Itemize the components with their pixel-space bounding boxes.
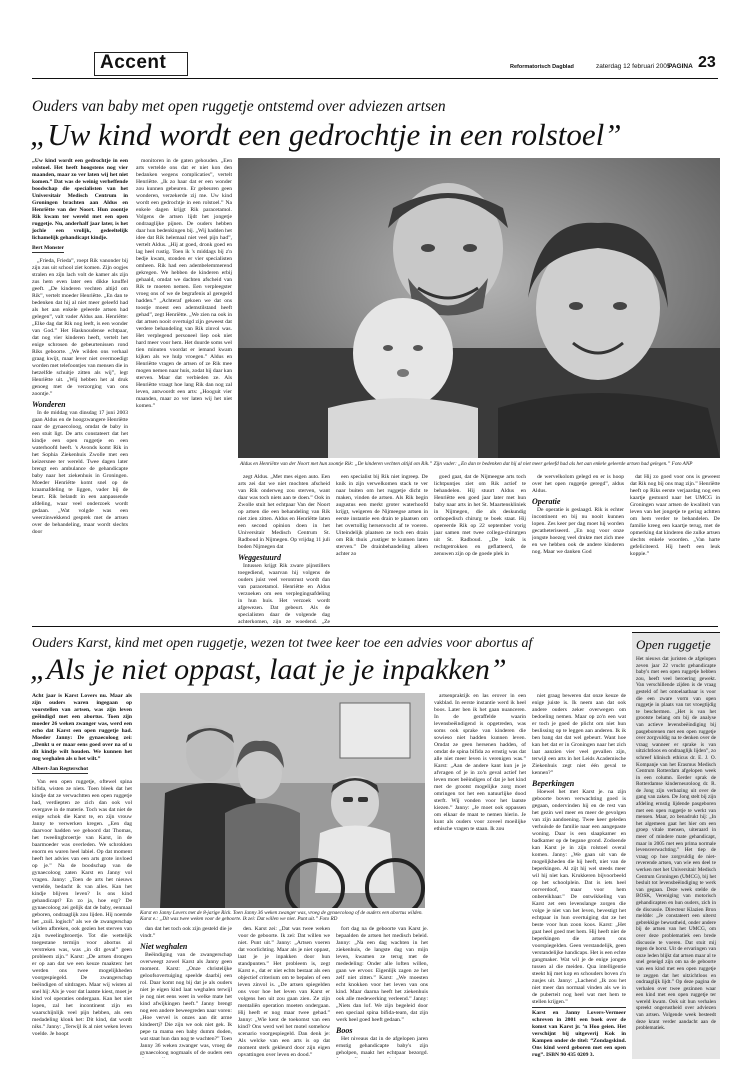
page-number: 23 (698, 54, 716, 71)
karst-photo-image (140, 693, 425, 908)
article2-intro: Acht jaar is Karst Lovers nu. Maar als zijn ouders waren ingegaan op voorstellen van artsen, was zijn leven geëindigd met een abortus. Toen zijn moeder 26 weken zwanger was, werd een echo dat Karst een open ruggetje had. Moeder Janny: De gynaecoloog zei: „Denkt u er maar eens goed over na of u dit kindje wilt houden. We kunnen het nog weghalen als u het wilt.” (32, 693, 132, 762)
article2-col6-text: niet graag beweren dat onze keuze de enige juiste is. Ik neem aan dat ook andere ouders zeker overwegen om bedoeling nemen. Maar op zo'n een wat er toch je goed de plicht om niet hun beslissing op te leggen aan anderen. Ik ik ben bang dat dat wel gebeurt. Want hoe kan het dat er in Groningen naar het zich laat aanzien vier veel gevallen zijn, terwijl een arts in het Leids Academische Ziekenhuis zegt niet één geval te kennen?” (532, 693, 626, 776)
article2-col2 (140, 926, 232, 1058)
article-divider (32, 626, 718, 627)
article1-col1-text2: In de middag van dinsdag 17 juni 2003 gaan Aldus en de hoogzwangere Henriëtte naar de gynaecoloog, omdat de baby in een stuit ligt. De arts constateert dat het kindje een open ruggetje en een waterhoofd heeft. 's Avonds komt Rik in het Sophia Ziekenhuis Zwolle met een keizersnee ter wereld. Twee dagen later brengt een ambulance de gehandicapte baby naar het ziekenhuis in Groningen. Moeder Henriëtte komt snel op de kraamafdeling te liggen, vader bij de beurt. Rik belandt in een aanpassende afdeling, waar veel onderzoek wordt gedaan. „Wat volgde was een weerzinwekkend gesprek met de artsen over de behandeling, maar wordt slechts door (32, 410, 128, 535)
sidebar-box (632, 632, 720, 1059)
page-label: PAGINA (668, 63, 693, 70)
publication-name: Reformatorisch Dagblad (510, 64, 574, 70)
article1-col7 (630, 474, 720, 624)
article2-photo-caption: Karst en Janny Lovers met de 8-jarige Rick. Toen Janny 36 weken zwanger was, vroeg de gynaecoloog of de ouders een abortus wilden. Karst e.: „Dit was twee weken voor de geboorte. Ik zei: Dat willen we niet. Punt uit.” Foto RD (140, 910, 423, 922)
article1-family-photo (238, 158, 720, 458)
article2-col5-text: artsenpraktijk en las erover in een vakblad. In eerste instantie werd ik heel boos. Later ben ik het gaan nuanceren. In de geraffelde waarin levensbeëindigend is opgetreden, was soms ook sprake van kinderen die sowieso niet hadden kunnen leven. Omdat ze geen hersenen hadden, of omdat de spina bifida zo ernstig was dat alle niet meer leven is verenigen was.” Karst: „Aan de andere kant kun je je afvragen of je in zo'n geval actief het leven moet beëindigen of dat je het kind met de grootst mogelijke zorg moet omringen tot het een natuurlijke dood sterft. Wij vonden voor het laatste kiezen.” Janny: „Je moet ook oppassen om elkaar de maat te nemen hierin. Je kunt als ouders voor zoveel moeilijke ethische vragen te staan. Ik zou (434, 693, 526, 832)
article1-col7-text: dat Hij zo goed voor ons is geweest dat Rik nog bij ons mag zijn.” Henriëtte heeft op Riks eerste verjaardag nog een kaartje gestuurd naar het UMCG in Groningen waar artsen de kwaliteit van leven van het jongetje te gering achtten om hem verder te behandelen. De familie kreeg een kaartje terug, met de opmerking dat kinderen die zulke artsen slechts enkele woorden. „Van harte gefeliciteerd. Hij heeft een leuk koppie.” (630, 474, 720, 557)
sidebar-title: Open ruggetje (636, 637, 711, 652)
article2-family-photo (140, 693, 425, 908)
article1-col4-text: een specialist bij Rik niet ingreep. De knik in zijn verwelkomen stack te ver naar buiten om het ruggetje dicht te maken, vinden de artsen. Als Rik begin augustus een merkt groter waterhoofd krijgt, weigeren de Nijmeegse artsen in eerste instantie een drain te plaatsen om het overtollig hersenvocht af te voeren. Uiteindelijk plaatsen ze toch een drain om Rik thuis „rustiger te kunnen laten sterven.” De drainbehandeling alleen achter zo (336, 474, 428, 557)
article1-headline: „Uw kind wordt een gedrochtje in een rolstoel” (30, 117, 622, 152)
article1-col2-text: monitoren in de gaten gehouden. „Een arts vertelde ons dat er niet kon den bedanken wegens complicaties”, vertelt Henriëtte. „Ik zo haar dat er een wonder zou kunnen gebeuren. Er gebeuren geen wonderen, verzekerde zij me. Uw kind wordt een gedrochtje in een rolstoel.” Na enkele dagen krijgt Rik paracetamol. Volgens de artsen lijdt het jongetje ondraaglijke pijnen. De ouders hebben daar hun bedenkingen bij. „Wij hadden het idee dat Rik helemaal niet veel pijn had”, vertelt Aldus. „Hij at goed, dronk goed en lag heel rustig. Toen ik 's middags bij z'n bedje kwam, stonden er vier specialisten omheen. Rik had een adembelemmerend gekregen. We hebben de kinderen erbij gehaald, omdat we dachten afscheid van Rik te moeten nemen. Een verpleegster vroeg ons of we de begrafenis al geregeld hadden.” „Achteraf gekoen we dat ons toostje moest een ademstilstand heeft gehad”, zegt Henriëtte. „We zien na ook in dat artsen nooit overtuigd zijn geweest dat verdere behandeling van Rik zinvol was. Het verplegend personeel liep ook niet hard meer voor hem. Het duurde soms wel tien minuten voordat er iemand kwam kijken als we hulp vroegen.” Aldus en Henriëtte vragen de artsen of ze Rik mee mogen nemen naar huis, zodat hij daar kan sterven. Maar dat verbieden ze. Als Henriëtte vraagt hoe lang Rik dan nog zal leven, antwoordt een arts: „Hooguit vier maanden, maar zo ver laten wij het niet komen.” (136, 158, 232, 409)
article2-col4 (336, 926, 428, 1058)
article2-col2-text2: Beëindiging van de zwangerschap overweegt zowel Karst als Janny geen moment. Karst: „Onze christelijke geloofsovertuiging speelde daarbij een rol. Daar komt nog bij dat je als ouders niet je eigen kind laat weghalen terwijl je nog niet eens weet in welke mate het kind afwijkingen heeft.” Janny brengt nog een andere beweegreden naar voren: „Hoe vervel is onzes aan dit arme kindeertj? Die zijn we ook niet gek. Ik pepe ta mama een baby dumm doden, wat staat hun dan nog te wachten?” Toen Janny 36 weken zwanger was, vroeg de gynaecoloog nogmaals of de ouders een (140, 952, 232, 1056)
article1-col6 (532, 474, 624, 624)
article1-col3-subhead: Weggestuurd (238, 553, 281, 562)
article1-col5 (434, 474, 526, 624)
article2-col4-subhead: Boos (336, 1026, 353, 1035)
article1-col3-text2: Intussen krijgt Rik zware pijnstillers toegediend, waarvan hij volgens de ouders juist veel verontrust wordt dan van paracetamol. Henriëtte en Aldus verzoeken om een verplegingsafdeling in hun huis. Het verzoek wordt afgewezen. Dat gebeurt. Als de specialisten daar de volgende dag achterkomen, zijn ze woedend. „Ze (238, 563, 330, 624)
article1-col6-text2: De operatie is geslaagd. Rik is echter incontinent en bij nu nooit kunnen lopen. Zes keer per dag moet hij worden gecatheteriseerd. „En nog voor onze jongste hoezeg veel drukte met zich mee en we hebben ook de andere kinderen nog. Maar we danken God (532, 507, 624, 555)
article2-col6 (532, 693, 626, 1058)
article2-col6-subhead: Beperkingen (532, 779, 575, 788)
family-photo-image (238, 158, 720, 458)
article1-kicker: Ouders van baby met open ruggetje ontstemd over adviezen artsen (32, 98, 446, 115)
header-rule (32, 78, 718, 79)
article1-author: Bert Monster (32, 245, 65, 251)
article2-book-note: Karst en Janny Lovers-Vermeer schreven in 2001 een boek over de komst van Karst jr. ‘n Hoo geien. Het verschijnt bij uitgeverij Kok in Kampen onder de titel: “Zondagskind. Ons kind werd geboren met een open rug”. ISBN 90 435 0209 3. (532, 1007, 626, 1058)
article1-col3 (238, 474, 330, 624)
article2-col2-subhead: Niet weghalen (140, 942, 188, 951)
article2-col1-text: Van een open ruggetje, oftewel spina bifida, wisten ze niets. Toen bleek dat het kindje dat ze verwachtten een open ruggetje had, verdiepten ze zich dan ook vol overgave in de materie. Toch was dat niet de enige schok die Karst te, en zijn vrouw Janny te verwerken kregen. „Een dag daarvoor hadden we gehoord dat Thomas, het tweelingbroertje van Karst, in de baarmoeder was overleden. We schrokken enorm en waren heel labiel. Op dat moment heeft het advies van een arts grote invloed op je.” Na de boodschap van de gynaecoloog zaten Karst en Janny vol vragen. Janny: „Toen de arts het nieuws vertelde, bedacht ik van alles. Kan het kindje blijven leven? Is ons kind gehandicapt? En zo ja, hoe erg? De gynaecoloog zei gelijk dat de baby, eenmaal geboren, ondraaglijk zou lijden. Hij noemde het „zuiL logisch” als we de zwangerschap wilden afbreken, ook gezien het sterven van zijn tweelingbroertje. Tot die wettelijk toegestane termijn voor abortus al verstreken was, was „in dit geval” geen probleem zijn.” Karst: „De artsen drongen er op aan dat we een keuze maakten: het werden ons twee mogelijkheden voorgespiegeld. De zwangerschap beëindigen of uitdragen. Maar wij wisten al snel hij: Als je voor dat laatste kiest, moet je kind vol operaties ondergaan. Kan het niet lopen, zal het incontinent zijn en waarschijnlijk veel pijn hebben, als een medadeling klonk het: Dit kind, dat wordt niks.” Janny: „Terwijl ik al niet weken leven voelde. Je hoopt (32, 779, 132, 1037)
sidebar-text: Het nieuws dat juristen de afgelopen zeven jaar 22 vrucht gehandicapte baby's met een open ruggetje hebben zou, heeft veel beroering gewekt. Van verschillende zijden is de vraag gesteld of het ontoelaatbaar is voor die een zware vorm van open ruggetje in plaats van tot vroegtijdig te beschermen. „Het is van het grootste belang om bij de analyse van actieve levensbeëindiging bij pasgeborenen met een open ruggetje over zorgvuldig na te denken over de vraag wanneer er sprake is van uitzichtloos en ondraaglijk lijden”, zo schreef klinisch ethicus dr. E. J. O. Kompanje van het Erasmus Medisch Centrum Rotterdam afgelopen week in een column. Eerder sprak de Rotterdamse kinderneuroloog dr. R. de Jong zijn verbazing uit over de gang van zaken. De Jong stelt bij zijn afdeling ernstig lijdende pasgeboren met een open ruggetje te werkt van mensen. Maar, zo benadrukt hij: „In het algemeen gaat het hier om een groep vitale mensen, uiteraard in meer of mindere mate gehandicapt, maar in 2005 met een prima normale levensverwachting.” Het tiep de vraag op hoe zorgvuldig de niet-reverende artsen, van wie een deel te werken met het Universitair Medisch Centrum Groningen (UMCG), bij het besluit tot levensbeëindiging te werk van gegaan. Deze week stelde de BOSK, Vereniging van motorisch gehandicapten en hun ouders, zich in de discussie. Directeur Klazien Bron meldde: „Je constateert een uiterst gebrekkige bewustheid, onder andere bij de artsen van het UMCG, om over deze problematiek een brede discussie te voeren. Dat stuit mij tegen de borst. Uit de ervaringen van onze leden blijkt dat artsen maar al te snel geneigd zijn om na de geboorte van een kind met een open ruggetje te zeggen dat het uitzichtloos en ondraaglijk lijdt.” Op deze pagina de verhalen over twee gezinnen waar een kind met een open ruggetje ter wereld kwam. Ook uit hun verhalen spreekt ongerustheid over adviezen van artsen. Volgende week besteedt deze krant verder aandacht aan de problematiek. (636, 656, 716, 1032)
article2-col5 (434, 693, 526, 1058)
article2-col4-text2: Het niveaus dat in de afgelopen jaren ernstig gehandicapte baby's zijn geholpen, maakt het echtpaar bezorgd. (336, 1036, 428, 1056)
article2-col1 (32, 693, 132, 1058)
article1-col5-text: goed gaat, dat de Nijmeegse arts toch lichtpuntjes ziet om Rik actief te behandelen. Hij stuurt Aldus en Henriëtte een goed jaar later met hun baby naar arts in het St. Maartenskliniek in Nijmegen, die als deskundig orthopedisch chirurg te boek staat. Hij opereerde Rik op 22 september vorig jaar samen met twee collega-chirurgen uit St. Radboud. „De knik is rechtgetrokken en geflatteerd, de zenuwen zijn op de goede plek in (434, 474, 526, 557)
section-label: Accent (100, 52, 167, 73)
masthead (30, 50, 720, 78)
article2-kicker: Ouders Karst, kind met open ruggetje, wezen tot twee keer toe een advies voor abortus af (32, 636, 533, 651)
article1-col2 (136, 158, 232, 463)
article1-col3-text: zegt Aldus. „Met mes eigen auto. Een arts zei dat we niet mochten afscheid van Rik onderweg zou sterven, want daar was toch niets aan te doen.” Ook in Zwolle stuit het echtpaar Van der Noort op artsen die een behandeling van Rik niet zien zitten. Aldus en Henriëtte laten een second opinion doen in het Universitair Medisch Centrum St. Radboud in Nijmegen. Op vrijdag 11 juli boden Nijmegen dat (238, 474, 330, 550)
issue-date: zaterdag 12 februari 2005 (596, 63, 671, 70)
article2-author: Albert-Jan Regterschot (32, 766, 89, 772)
article1-photo-caption: Aldus en Henriëtte van der Noort met hun zoontje Rik: „De kinderen vechten altijd om Rik.” Zijn vader: „En dan te bedenken dat hij al niet meer geleefd had als het aan enkele geleerde artsen had gelegen.” Foto ANP (240, 461, 693, 467)
article2-col4-text: fort dag na de geboorte van Karst je. bepaalden de artsen het medisch beleid. Janny: „Na een dag wachten in het ziekenhuis, de langste dag van mijn leven, kwamen ze terug met de mededeling: Onder alle loften willen, gaan we ervoor. Eigenlijk zagen ze het zelf niet zitten.” Karst: „We moesten echt knokken voor het leven van ons kind. Maar daarna heeft het ziekenhuis ook alle medewerking verleend.” Janny: „Niets dan lof. We zijn begeleid door een speciaal spina bifida-team, dat zijn werk heel goed heeft gedaan.” (336, 926, 428, 1023)
article2-headline: „Als je niet oppast, laat je je inpakken” (30, 653, 507, 686)
article1-col1-subhead: Wonderen (32, 400, 66, 409)
article2-col2-text: dan dat het toch ook zijn gesteld die je vindt.” (140, 926, 232, 939)
article1-col4 (336, 474, 428, 624)
article1-col6-subhead: Operatie (532, 497, 561, 506)
article2-col6-text2: Hoewel het met Karst je. na zijn geboorte boven verwachting goed is gegaan, ondervinden hij en de rest van het gezin wel meer en meer de gevolgen van zijn aandoening. Twee keer geleden verhuisde de familie naar een aangepaste woning. Daar is een slaapkamer en badkamer op de begane grond. Zodoende kan Karst je in zijn rolstoel overal komen. Janny: „We gaan uit van de mogelijkheden die hij heeft, niet van de beperkingen. Al zijt hij wel steeds meer wil hij niet kan. Krukkeren bijvoorbeeld op het schoolplein. Dat is iets heel oorverdoof, maar voor hem onbereikbaar.” De ontwikkeling van Karst zet een levenslange zorgen die volge je niet van het leven, bevestigt het echtpaar in hun overtuiging dat ze het beste voor hun zoon koos. Karst: „Het gaat heel goed met hem. Hij heeft niet de beperkingen die artsen ons voorspiegelden. Geen verstandelijk, geen verstandelijke handicaps. Het is een echte gangmaker. Wat wil je de enige jongen tussen al die meiden. Qua intelligentie steekt hij met kop en schouders boven z'n zusjes uit. Janny: „Lachend „Ik zou het niet meer dan normaal vinden als we in de puberteit nog heel wat met hem te stellen krijgen.” (532, 789, 626, 1005)
article1-col1-text: „Frieda, Frieda”, roept Rik vanonder bij zijn zus uit school ziet komen. Zijn oogjes stralen en zijn lach volt de kamer als zijn zus hem even later een dikke knuffel geeft. „De kinderen vechten altijd om Rik”, vertelt moeder Henriëtte. „En dan te bedenken dat hij al niet meer geleefd had als het aan enkele geleerde artsen had gelegen”, valt vader Aldus aan. Henriëtte: „Elke dag dat Rik nog leeft, is een wonder van God.” Het Hasknoudense echtpaar, dat nog vier kinderen heeft, vertelt het enige schrosen de gebeurtenissen rond Riks geboorte. „We wilden ons verhaal graag kwijt, maar lever niet overmoedigt worden met telefoontjes van mensen die in hetzelfde schuitje zitten als wij”, legt Henriëtte uit. „Wij hebben het al druk genoeg met de verzorging van ons zoontje.” (32, 258, 128, 397)
article2-col3 (238, 926, 330, 1058)
article1-col6-text: de wervelkolom gelegd en er is hoop over het open ruggetje geregd”, aldus Aldus. (532, 474, 624, 494)
article1-intro: „Uw kind wordt een gedrochtje in een rolstoel. Het heeft hoogstens nog vier maanden, maar zo ver laten wij het niet komen.” Dat was de weinig verheffende boodschap die specialisten van het Universitair Medisch Centrum in Groningen brachten aan Aldus en Henriëtte van der Noort. Hun zoontje Rik kwam ter wereld met een open ruggetje. Nu, anderhalf jaar later, is het jochie een vrolijk, gedeeltelijk lichamelijk gehandicapt kindje. (32, 158, 128, 241)
article2-col3-text: den. Karst zei: „Dat was twee weken voor de geboorte. Ik zei: Dat willen we niet. Punt uit.” Janny: „Artsen voeren dat voorlichting. Maar als je niet oppast, laat je je inpakken door hun standpunten.” Het probleem is, zegt Karst e., dat er niet echts bestaat als een objectief criterium om te bepalen of een leven zinvol is. „De artsen spiegelden ons voor hoe het leven van Karst er volgens hen uit zou gaan zien. Ze zijn mentaliën operation moeten ondergaan. Hij heeft er nog maar twee gehad.” Janny: „Wie kent de toekomst van een kind? Ons werd wel het motel somehow scenario voorgespiegeld. Dan denk je: Als welcke van een arts is op dat moment sterk gekleurd door zijn eigen opvattingen over leven en dood.” (238, 926, 330, 1058)
